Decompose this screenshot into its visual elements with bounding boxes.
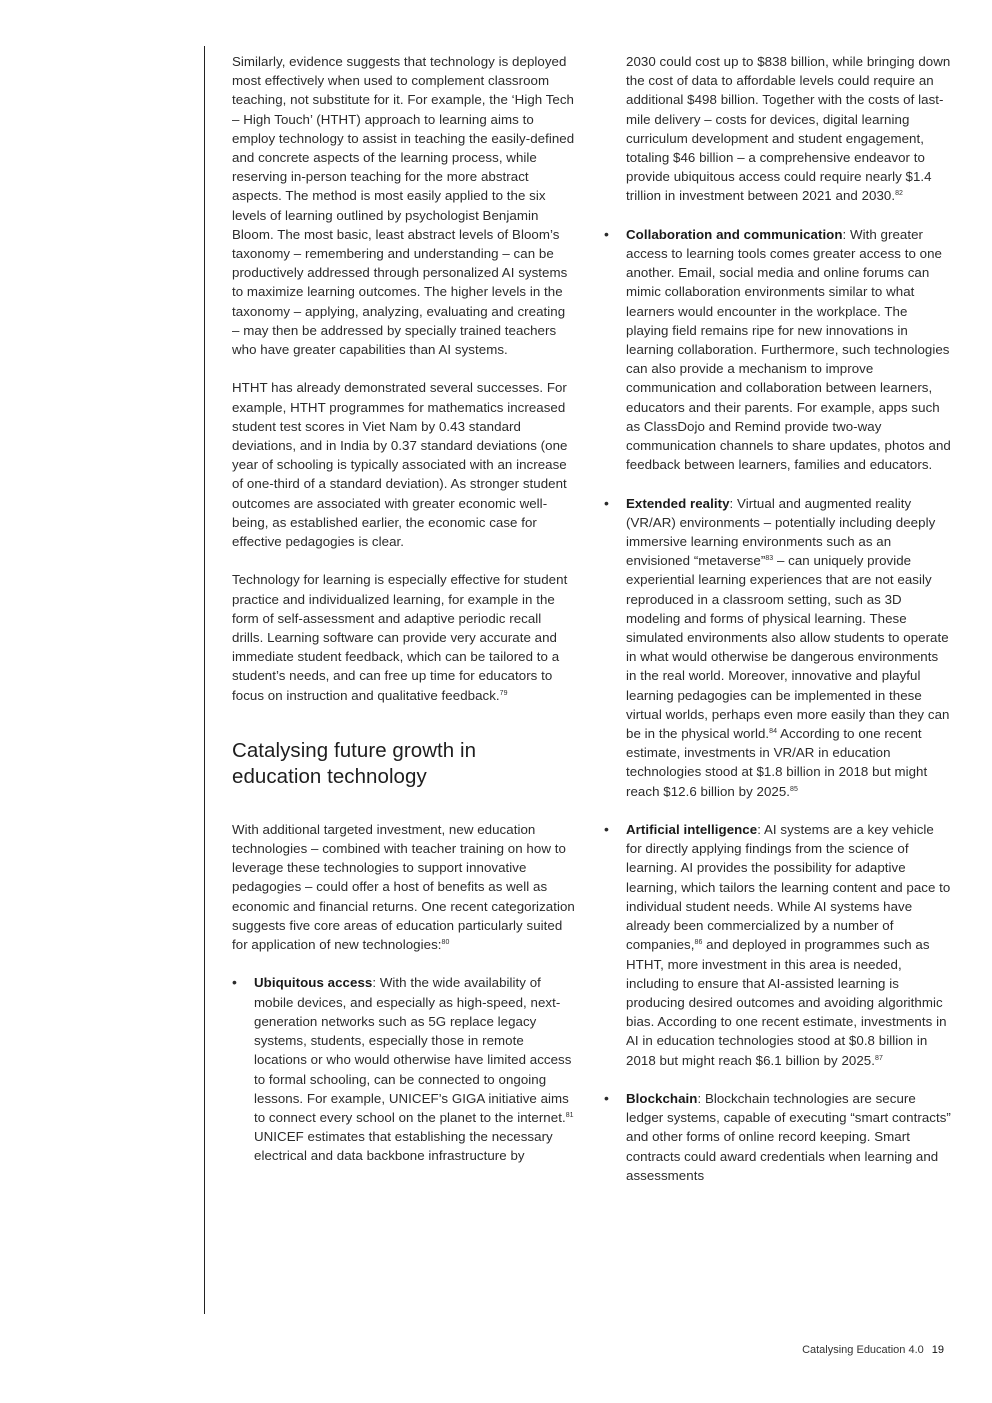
footnote-ref: 83 <box>765 555 774 563</box>
list-item-extended-reality: • Extended reality: Virtual and augmented reality (VR/AR) environments – potentially including deeply immersive learning environments such as an envisioned “metaverse”$^{83}$ – can uniquely provide experiential learning experiences that are not easily reproduced in a classroom setting, such as 3D modeling and forms of physical learning. These simulated environments also allow students to operate in what would otherwise be dangerous environments in the real world. Moreover, innovative and playful learning pedagogies can be implemented in these virtual worlds, perhaps even more easily than they can be in the physical world.$^{84}$ According to one recent estimate, investments in VR/AR in education technologies stood at $1.8 billion in 2018 but might reach $12.6 billion by 2025.85 <box>604 494 950 799</box>
list-item-artificial-intelligence: • Artificial intelligence: AI systems are a key vehicle for directly applying findings from the science of learning. AI provides the possibility for adaptive learning, which tailors the learning content and pace to individual student needs. While AI systems have already been commercialized by a number of companies,$^{86}$ and deployed in programmes such as HTHT, more investment in this area is needed, including to ensure that AI-assisted learning is producing desired outcomes and avoiding algorithmic bias. According to one recent estimate, investments in AI in education technologies stood at $0.8 billion in 2018 but might reach $6.1 billion by 2025.87 <box>604 821 951 1068</box>
core-areas-list <box>232 973 576 1165</box>
bullet-dot: • <box>604 225 609 242</box>
right-column <box>604 52 952 1204</box>
paragraph-investment: With additional targeted investment, new education technologies – combined with teacher training on how to leverage these technologies to support innovative pedagogies – could offer a host of benefits as well as economic and financial returns. One recent categorization suggests five core areas of education particularly suited for application of new technologies:$^{80}$ <box>232 821 575 953</box>
list-item-title: Ubiquitous access <box>254 975 373 991</box>
bullet-dot: • <box>604 1089 609 1106</box>
list-item-ubiquitous-access: • Ubiquitous access: With the wide availability of mobile devices, and especially as high-speed, next-generation networks such as 5G replace legacy systems, students, especially those in remote locations or who would otherwise have limited access to formal schooling, can be connected to ongoing lessons. For example, UNICEF’s GIGA initiative aims to connect every school on the planet to the internet.$^{81}$ UNICEF estimates that establishing the necessary electrical and data backbone infrastructure by <box>232 974 574 1164</box>
footnote-ref: 81 <box>565 1111 574 1119</box>
list-item-title: Artificial intelligence <box>626 822 758 838</box>
bullet-dot: • <box>604 821 609 838</box>
list-item-title: Blockchain <box>626 1090 698 1106</box>
page-footer <box>802 1344 944 1356</box>
footnote-ref: 84 <box>769 728 778 736</box>
footnote-ref: 80 <box>441 939 450 947</box>
vertical-rule <box>204 46 205 1314</box>
left-column <box>232 52 576 1185</box>
page-number: 19 <box>931 1344 944 1356</box>
section-heading: Catalysing future growth in education technology <box>232 738 477 788</box>
list-item-blockchain: • Blockchain: Blockchain technologies are secure ledger systems, capable of executing “smart contracts” and other forms of online record keeping. Smart contracts could award credentials when learning and assessments <box>604 1089 951 1183</box>
footnote-ref: 82 <box>895 190 903 198</box>
footnote-ref: 79 <box>499 689 508 697</box>
footer-title: Catalysing Education 4.0 <box>802 1344 924 1356</box>
core-areas-list-continued <box>604 225 952 1185</box>
paragraph-htht-successes: HTHT has already demonstrated several successes. For example, HTHT programmes for mathematics increased student test scores in Viet Nam by 0.43 standard deviations, and in India by 0.37 standard deviations (one year of schooling is typically associated with an increase of one-third of a standard deviation). As stronger student outcomes are associated with greater economic well-being, as established earlier, the economic case for effective pedagogies is clear. <box>232 380 568 550</box>
footnote-ref: 85 <box>790 785 798 793</box>
paragraph-hth-approach: Similarly, evidence suggests that technology is deployed most effectively when used to complement classroom teaching, not substitute for it. For example, the ‘High Tech – High Touch’ (HTHT) approach to learning aims to employ technology to assist in teaching the easily-defined and concrete aspects of the learning process, while reserving in-person teaching for the more abstract aspects. The method is most easily applied to the six levels of learning outlined by psychologist Benjamin Bloom. The most basic, least abstract levels of Bloom’s taxonomy – remembering and understanding – can be productively addressed through personalized AI systems to maximize learning outcomes. The higher levels in the taxonomy – applying, analyzing, evaluating and creating – may then be addressed by specially trained teachers who have greater capabilities than AI systems. <box>232 54 575 358</box>
list-item-continuation: 2030 could cost up to $838 billion, while bringing down the cost of data to affordable levels could require an additional $498 billion. Together with the costs of last-mile delivery – costs for devices, digital learning curriculum development and student engagement, totaling $46 billion – a comprehensive endeavor to provide ubiquitous access could require nearly $1.4 trillion in investment between 2021 and 2030.82 <box>626 54 951 204</box>
footnote-ref: 87 <box>875 1054 883 1062</box>
list-item-title: Extended reality <box>626 495 730 511</box>
footnote-ref: 86 <box>694 939 703 947</box>
bullet-dot: • <box>232 974 237 991</box>
paragraph-technology-practice: Technology for learning is especially effective for student practice and individualized learning, for example in the form of self-assessment and adaptive periodic recall drills. Learning software can provide very accurate and immediate student feedback, which can be tailored to a student’s needs, and can free up time for educators to focus on instruction and qualitative feedback.$^{79}$ <box>232 572 568 703</box>
list-item-collaboration: • Collaboration and communication: With greater access to learning tools comes greater access to one another. Email, social media and online forums can mimic collaboration environments similar to what learners would encounter in the workplace. The playing field remains ripe for new innovations in learning collaboration. Furthermore, such technologies can also provide a mechanism to improve communication and collaboration between learners, educators and their parents. For example, apps such as ClassDojo and Remind provide two-way communication channels to share updates, photos and feedback between learners, families and educators. <box>604 225 951 473</box>
bullet-dot: • <box>604 494 609 511</box>
list-item-title: Collaboration and communication <box>626 226 843 242</box>
